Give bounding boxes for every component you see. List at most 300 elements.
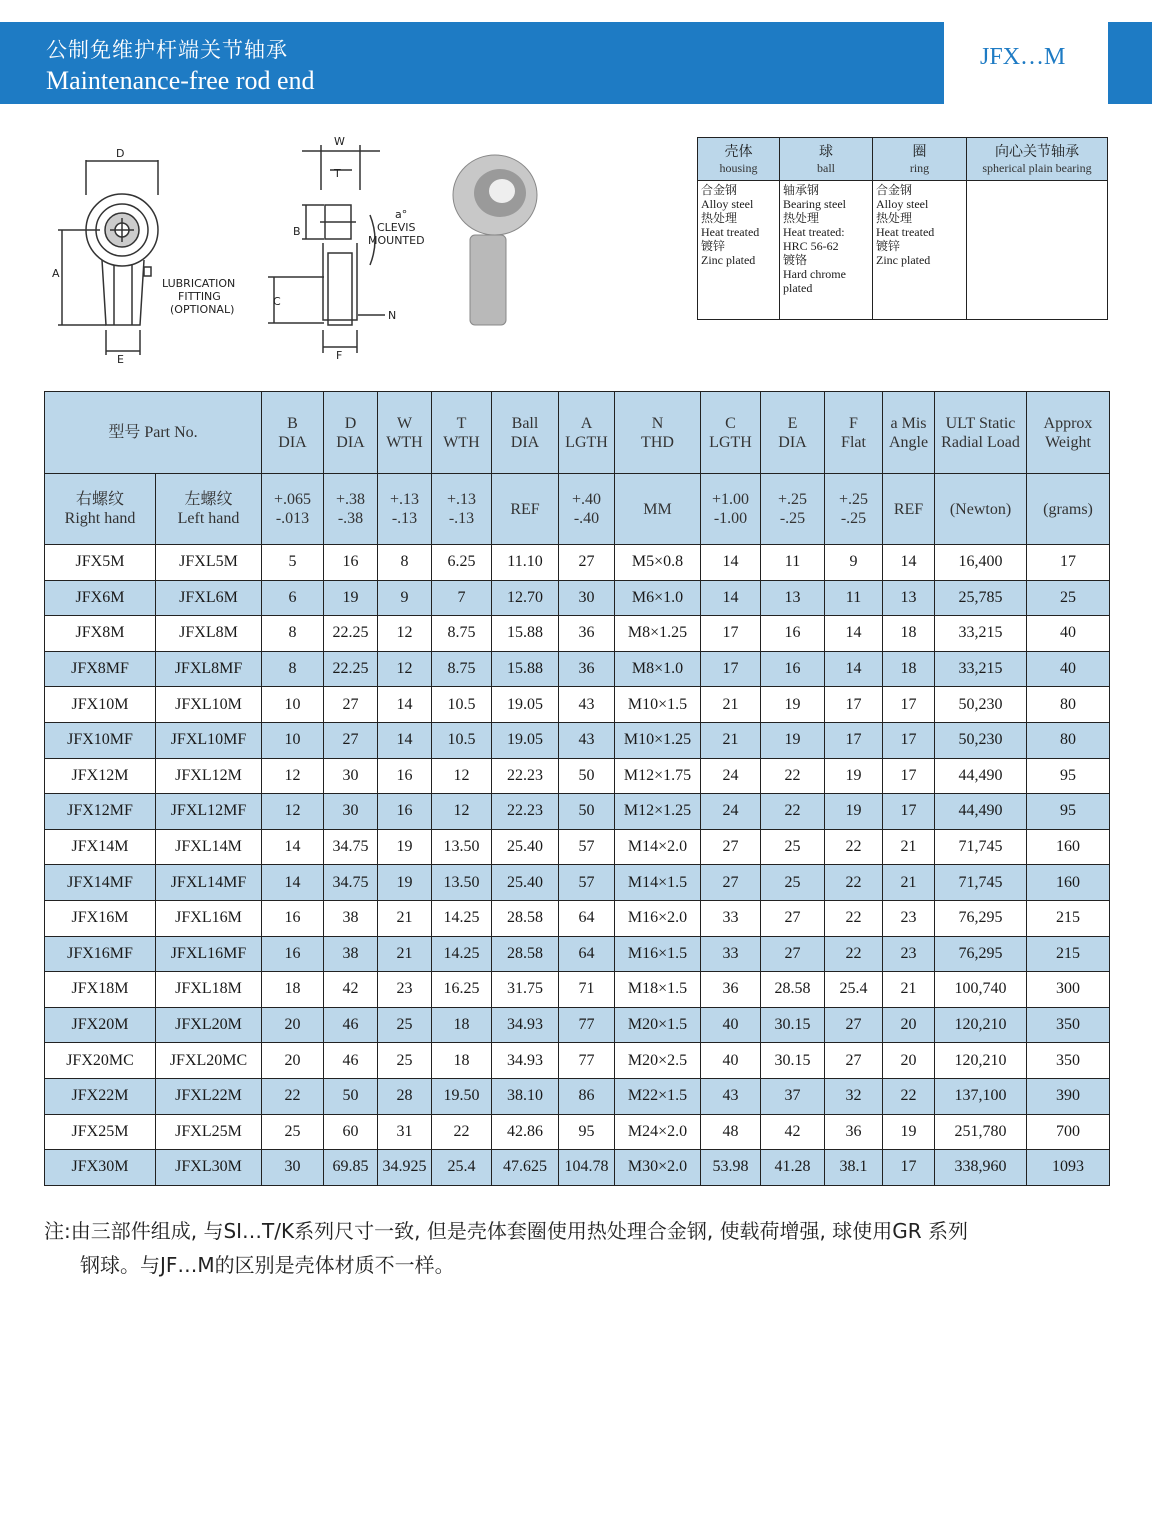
table-cell: 64 [559, 936, 615, 972]
table-cell: 25 [1027, 580, 1110, 616]
table-cell: 36 [559, 651, 615, 687]
title-chinese: 公制免维护杆端关节轴承 [46, 38, 288, 62]
table-cell: 23 [883, 936, 935, 972]
table-cell: JFX20MC [45, 1043, 156, 1079]
table-cell: 71,745 [935, 865, 1027, 901]
table-cell: JFX8MF [45, 651, 156, 687]
table-cell: 350 [1027, 1043, 1110, 1079]
table-cell: 40 [1027, 651, 1110, 687]
table-cell: 80 [1027, 687, 1110, 723]
table-cell: JFX10M [45, 687, 156, 723]
table-cell: 24 [701, 794, 761, 830]
table-row [45, 865, 1110, 901]
label-lubrication: LUBRICATION [162, 277, 236, 290]
table-cell: 251,780 [935, 1114, 1027, 1150]
table-cell: 95 [1027, 758, 1110, 794]
table-cell: 25.4 [825, 972, 883, 1008]
column-header: Ball DIA [492, 392, 559, 474]
column-tolerance: REF [492, 474, 559, 545]
table-cell: 64 [559, 900, 615, 936]
footnote-line-2: 钢球。与JF…M的区别是壳体材质不一样。 [80, 1253, 455, 1277]
table-cell: JFX16MF [45, 936, 156, 972]
table-cell: 69.85 [324, 1150, 378, 1186]
label-f: F [336, 349, 343, 362]
table-cell: 33 [701, 936, 761, 972]
label-e: E [117, 353, 124, 366]
table-cell: 16.25 [432, 972, 492, 1008]
table-cell: 16,400 [935, 545, 1027, 581]
column-tolerance: +.38 -.38 [324, 474, 378, 545]
table-cell: 50,230 [935, 687, 1027, 723]
column-header: T WTH [432, 392, 492, 474]
table-cell: JFX20M [45, 1007, 156, 1043]
table-cell: 22 [432, 1114, 492, 1150]
table-cell: 21 [701, 722, 761, 758]
footnote-line-1: 注:由三部件组成, 与SI…T/K系列尺寸一致, 但是壳体套圈使用热处理合金钢, 使载荷增强, 球使用GR 系列 [44, 1219, 969, 1243]
table-cell: JFXL12MF [156, 794, 262, 830]
label-a: A [52, 267, 60, 280]
column-header: A LGTH [559, 392, 615, 474]
table-cell: 30 [262, 1150, 324, 1186]
table-cell: JFX14MF [45, 865, 156, 901]
table-cell: 27 [701, 865, 761, 901]
table-cell: 11 [761, 545, 825, 581]
table-cell: 9 [825, 545, 883, 581]
table-cell: M6×1.0 [615, 580, 701, 616]
table-cell: 27 [324, 687, 378, 723]
table-cell: 14.25 [432, 900, 492, 936]
table-cell: 27 [324, 722, 378, 758]
table-cell: 32 [825, 1078, 883, 1114]
table-cell: 19 [761, 687, 825, 723]
table-cell: 13 [883, 580, 935, 616]
table-cell: 60 [324, 1114, 378, 1150]
table-cell: 12.70 [492, 580, 559, 616]
table-cell: 8 [378, 545, 432, 581]
table-cell: 30.15 [761, 1007, 825, 1043]
table-cell: 14 [262, 865, 324, 901]
table-cell: JFX10MF [45, 722, 156, 758]
table-cell: 21 [883, 972, 935, 1008]
column-header: a Mis Angle [883, 392, 935, 474]
label-n: N [388, 309, 397, 322]
table-row [45, 580, 1110, 616]
table-cell: 22.25 [324, 616, 378, 652]
table-cell: 34.93 [492, 1043, 559, 1079]
table-cell: JFXL12M [156, 758, 262, 794]
table-cell: 14 [701, 545, 761, 581]
table-cell: 30 [324, 794, 378, 830]
table-cell: 11 [825, 580, 883, 616]
table-cell: M8×1.25 [615, 616, 701, 652]
table-cell: 38 [324, 936, 378, 972]
table-cell: JFX18M [45, 972, 156, 1008]
table-cell: 36 [701, 972, 761, 1008]
table-cell: 14.25 [432, 936, 492, 972]
column-tolerance: (grams) [1027, 474, 1110, 545]
table-cell: JFXL14M [156, 829, 262, 865]
table-row [45, 829, 1110, 865]
table-cell: 17 [883, 758, 935, 794]
table-cell: 34.93 [492, 1007, 559, 1043]
table-row [45, 545, 1110, 581]
table-cell: 17 [701, 651, 761, 687]
table-cell: 20 [262, 1007, 324, 1043]
table-cell: M18×1.5 [615, 972, 701, 1008]
label-mounted: MOUNTED [368, 234, 425, 247]
material-header-ring: 圈 ring [873, 138, 967, 181]
table-cell: 338,960 [935, 1150, 1027, 1186]
table-cell: JFXL25M [156, 1114, 262, 1150]
table-cell: JFXL18M [156, 972, 262, 1008]
table-cell: 12 [378, 616, 432, 652]
table-cell: 23 [883, 900, 935, 936]
spec-body [45, 545, 1110, 1186]
table-cell: 16 [761, 616, 825, 652]
table-cell: 71,745 [935, 829, 1027, 865]
table-cell: JFX6M [45, 580, 156, 616]
column-tolerance: +.065 -.013 [262, 474, 324, 545]
column-header: E DIA [761, 392, 825, 474]
technical-drawings [40, 125, 660, 375]
table-cell: 12 [378, 651, 432, 687]
table-cell: 24 [701, 758, 761, 794]
table-cell: 11.10 [492, 545, 559, 581]
table-cell: 25.40 [492, 865, 559, 901]
table-cell: 15.88 [492, 651, 559, 687]
table-cell: JFX5M [45, 545, 156, 581]
table-cell: 15.88 [492, 616, 559, 652]
column-tolerance: REF [883, 474, 935, 545]
label-angle: a° [395, 208, 408, 221]
table-cell: 71 [559, 972, 615, 1008]
table-cell: JFXL20MC [156, 1043, 262, 1079]
table-cell: 10.5 [432, 687, 492, 723]
table-row [45, 1150, 1110, 1186]
table-cell: JFX14M [45, 829, 156, 865]
table-cell: 20 [262, 1043, 324, 1079]
table-cell: JFXL22M [156, 1078, 262, 1114]
table-cell: 28 [378, 1078, 432, 1114]
table-cell: 19 [324, 580, 378, 616]
column-tolerance: MM [615, 474, 701, 545]
table-cell: 25.4 [432, 1150, 492, 1186]
table-row [45, 722, 1110, 758]
table-cell: JFXL10MF [156, 722, 262, 758]
table-row [45, 936, 1110, 972]
table-cell: M20×2.5 [615, 1043, 701, 1079]
table-cell: 53.98 [701, 1150, 761, 1186]
table-cell: 19 [825, 794, 883, 830]
table-cell: JFXL10M [156, 687, 262, 723]
table-cell: 27 [761, 900, 825, 936]
table-cell: 20 [883, 1043, 935, 1079]
table-cell: M30×2.0 [615, 1150, 701, 1186]
table-cell: 14 [825, 616, 883, 652]
table-cell: 33,215 [935, 616, 1027, 652]
table-cell: 25 [761, 829, 825, 865]
table-cell: M10×1.5 [615, 687, 701, 723]
table-cell: 33,215 [935, 651, 1027, 687]
table-row [45, 687, 1110, 723]
material-cell-housing: 合金钢 Alloy steel 热处理 Heat treated 镀锌 Zinc plated [698, 181, 780, 320]
table-cell: 120,210 [935, 1043, 1027, 1079]
table-cell: 48 [701, 1114, 761, 1150]
table-cell: 50 [324, 1078, 378, 1114]
table-cell: 41.28 [761, 1150, 825, 1186]
table-cell: 215 [1027, 900, 1110, 936]
column-tolerance: +.13 -.13 [378, 474, 432, 545]
table-cell: 22 [825, 829, 883, 865]
column-tolerance: +.25 -.25 [761, 474, 825, 545]
table-cell: 27 [825, 1043, 883, 1079]
table-cell: 16 [262, 900, 324, 936]
table-row [45, 1007, 1110, 1043]
table-cell: 16 [324, 545, 378, 581]
column-tolerance: (Newton) [935, 474, 1027, 545]
materials-table [697, 137, 1108, 320]
table-cell: 40 [1027, 616, 1110, 652]
table-cell: 18 [432, 1007, 492, 1043]
table-cell: 17 [701, 616, 761, 652]
table-cell: 46 [324, 1043, 378, 1079]
table-cell: JFX12M [45, 758, 156, 794]
table-cell: 34.75 [324, 829, 378, 865]
table-cell: 27 [559, 545, 615, 581]
table-cell: 86 [559, 1078, 615, 1114]
table-cell: 22 [262, 1078, 324, 1114]
footnote [44, 1214, 1114, 1282]
table-cell: M10×1.25 [615, 722, 701, 758]
table-row [45, 900, 1110, 936]
table-cell: 31 [378, 1114, 432, 1150]
table-cell: JFX8M [45, 616, 156, 652]
table-cell: 22.25 [324, 651, 378, 687]
table-cell: 14 [825, 651, 883, 687]
table-cell: 17 [883, 794, 935, 830]
table-cell: JFXL30M [156, 1150, 262, 1186]
table-cell: 19.50 [432, 1078, 492, 1114]
table-cell: 13.50 [432, 865, 492, 901]
table-cell: 34.75 [324, 865, 378, 901]
product-photo [453, 155, 537, 325]
table-cell: 42 [761, 1114, 825, 1150]
table-cell: 12 [432, 758, 492, 794]
table-cell: 20 [883, 1007, 935, 1043]
table-cell: 137,100 [935, 1078, 1027, 1114]
table-cell: 22 [825, 936, 883, 972]
material-cell-bearing [967, 181, 1108, 320]
spec-header-row-2 [45, 474, 1110, 545]
table-cell: JFXL6M [156, 580, 262, 616]
spec-header-row-1 [45, 392, 1110, 474]
table-cell: 700 [1027, 1114, 1110, 1150]
left-hand-header: 左螺纹 Left hand [156, 474, 262, 545]
table-cell: 25 [262, 1114, 324, 1150]
table-cell: JFX12MF [45, 794, 156, 830]
table-cell: 120,210 [935, 1007, 1027, 1043]
table-cell: 50,230 [935, 722, 1027, 758]
table-cell: 25,785 [935, 580, 1027, 616]
table-row [45, 1043, 1110, 1079]
table-cell: M16×1.5 [615, 936, 701, 972]
column-header: F Flat [825, 392, 883, 474]
table-cell: M8×1.0 [615, 651, 701, 687]
header-accent-bar [1108, 22, 1152, 104]
table-cell: 22 [825, 900, 883, 936]
label-w: W [334, 135, 345, 148]
table-cell: 27 [761, 936, 825, 972]
table-cell: 8 [262, 651, 324, 687]
table-row [45, 616, 1110, 652]
table-cell: 17 [1027, 545, 1110, 581]
table-cell: 27 [701, 829, 761, 865]
table-cell: 28.58 [492, 936, 559, 972]
table-cell: JFX16M [45, 900, 156, 936]
column-header: N THD [615, 392, 701, 474]
table-cell: 12 [262, 794, 324, 830]
table-cell: 21 [378, 936, 432, 972]
spec-table [44, 391, 1110, 1186]
table-cell: 80 [1027, 722, 1110, 758]
table-cell: 19 [761, 722, 825, 758]
table-cell: 40 [701, 1043, 761, 1079]
label-c: C [273, 295, 281, 308]
table-cell: 12 [432, 794, 492, 830]
table-cell: 23 [378, 972, 432, 1008]
column-header: W WTH [378, 392, 432, 474]
table-cell: 10 [262, 687, 324, 723]
side-view-drawing [268, 145, 385, 353]
table-cell: M14×2.0 [615, 829, 701, 865]
table-cell: 44,490 [935, 758, 1027, 794]
column-tolerance: +.13 -.13 [432, 474, 492, 545]
material-header-housing: 壳体 housing [698, 138, 780, 181]
table-cell: 37 [761, 1078, 825, 1114]
table-cell: 50 [559, 794, 615, 830]
table-cell: 27 [825, 1007, 883, 1043]
table-cell: 18 [432, 1043, 492, 1079]
part-no-header: 型号 Part No. [45, 392, 262, 474]
table-cell: 18 [883, 651, 935, 687]
table-cell: 21 [883, 829, 935, 865]
table-cell: 50 [559, 758, 615, 794]
table-cell: 42 [324, 972, 378, 1008]
table-cell: 16 [262, 936, 324, 972]
table-cell: 350 [1027, 1007, 1110, 1043]
table-cell: 95 [1027, 794, 1110, 830]
title-english: Maintenance-free rod end [46, 66, 315, 95]
table-cell: 14 [701, 580, 761, 616]
table-cell: 22 [761, 758, 825, 794]
table-row [45, 972, 1110, 1008]
table-cell: 38 [324, 900, 378, 936]
front-view-drawing [58, 160, 158, 355]
table-cell: 46 [324, 1007, 378, 1043]
table-cell: 30.15 [761, 1043, 825, 1079]
table-cell: 6 [262, 580, 324, 616]
table-cell: 76,295 [935, 900, 1027, 936]
table-cell: 390 [1027, 1078, 1110, 1114]
table-cell: 36 [559, 616, 615, 652]
table-cell: 17 [825, 687, 883, 723]
table-cell: 21 [883, 865, 935, 901]
right-hand-header: 右螺纹 Right hand [45, 474, 156, 545]
table-cell: 5 [262, 545, 324, 581]
table-cell: 17 [883, 722, 935, 758]
table-cell: JFXL5M [156, 545, 262, 581]
table-cell: 14 [378, 687, 432, 723]
table-cell: 22 [761, 794, 825, 830]
table-row [45, 651, 1110, 687]
table-cell: M12×1.25 [615, 794, 701, 830]
table-cell: 13 [761, 580, 825, 616]
label-b: B [293, 225, 301, 238]
table-cell: 8 [262, 616, 324, 652]
table-cell: JFXL16M [156, 900, 262, 936]
table-cell: 42.86 [492, 1114, 559, 1150]
table-cell: 31.75 [492, 972, 559, 1008]
table-row [45, 1114, 1110, 1150]
column-tolerance: +.40 -.40 [559, 474, 615, 545]
table-cell: 33 [701, 900, 761, 936]
table-cell: 36 [825, 1114, 883, 1150]
material-cell-ring: 合金钢 Alloy steel 热处理 Heat treated 镀锌 Zinc plated [873, 181, 967, 320]
table-cell: 38.1 [825, 1150, 883, 1186]
table-cell: 19 [883, 1114, 935, 1150]
label-t: T [334, 167, 341, 180]
table-cell: 17 [825, 722, 883, 758]
table-cell: M24×2.0 [615, 1114, 701, 1150]
table-cell: 77 [559, 1043, 615, 1079]
column-header: D DIA [324, 392, 378, 474]
table-cell: 44,490 [935, 794, 1027, 830]
table-cell: 22 [883, 1078, 935, 1114]
column-header: ULT Static Radial Load [935, 392, 1027, 474]
table-cell: JFXL14MF [156, 865, 262, 901]
table-cell: JFXL16MF [156, 936, 262, 972]
table-cell: 6.25 [432, 545, 492, 581]
table-cell: 300 [1027, 972, 1110, 1008]
table-cell: 76,295 [935, 936, 1027, 972]
table-cell: 25 [378, 1043, 432, 1079]
table-cell: 38.10 [492, 1078, 559, 1114]
table-cell: 22.23 [492, 794, 559, 830]
table-cell: M14×1.5 [615, 865, 701, 901]
table-cell: JFX30M [45, 1150, 156, 1186]
table-cell: 16 [761, 651, 825, 687]
table-cell: 25 [761, 865, 825, 901]
table-cell: JFXL8M [156, 616, 262, 652]
table-cell: 43 [701, 1078, 761, 1114]
table-row [45, 758, 1110, 794]
table-cell: M12×1.75 [615, 758, 701, 794]
table-cell: 43 [559, 722, 615, 758]
table-row [45, 794, 1110, 830]
table-cell: 43 [559, 687, 615, 723]
table-cell: 160 [1027, 829, 1110, 865]
column-header: C LGTH [701, 392, 761, 474]
label-optional: (OPTIONAL) [170, 303, 235, 316]
table-cell: 30 [324, 758, 378, 794]
table-cell: 16 [378, 794, 432, 830]
table-cell: M16×2.0 [615, 900, 701, 936]
table-cell: 30 [559, 580, 615, 616]
table-row [45, 1078, 1110, 1114]
table-cell: M20×1.5 [615, 1007, 701, 1043]
table-cell: 13.50 [432, 829, 492, 865]
column-tolerance: +.25 -.25 [825, 474, 883, 545]
